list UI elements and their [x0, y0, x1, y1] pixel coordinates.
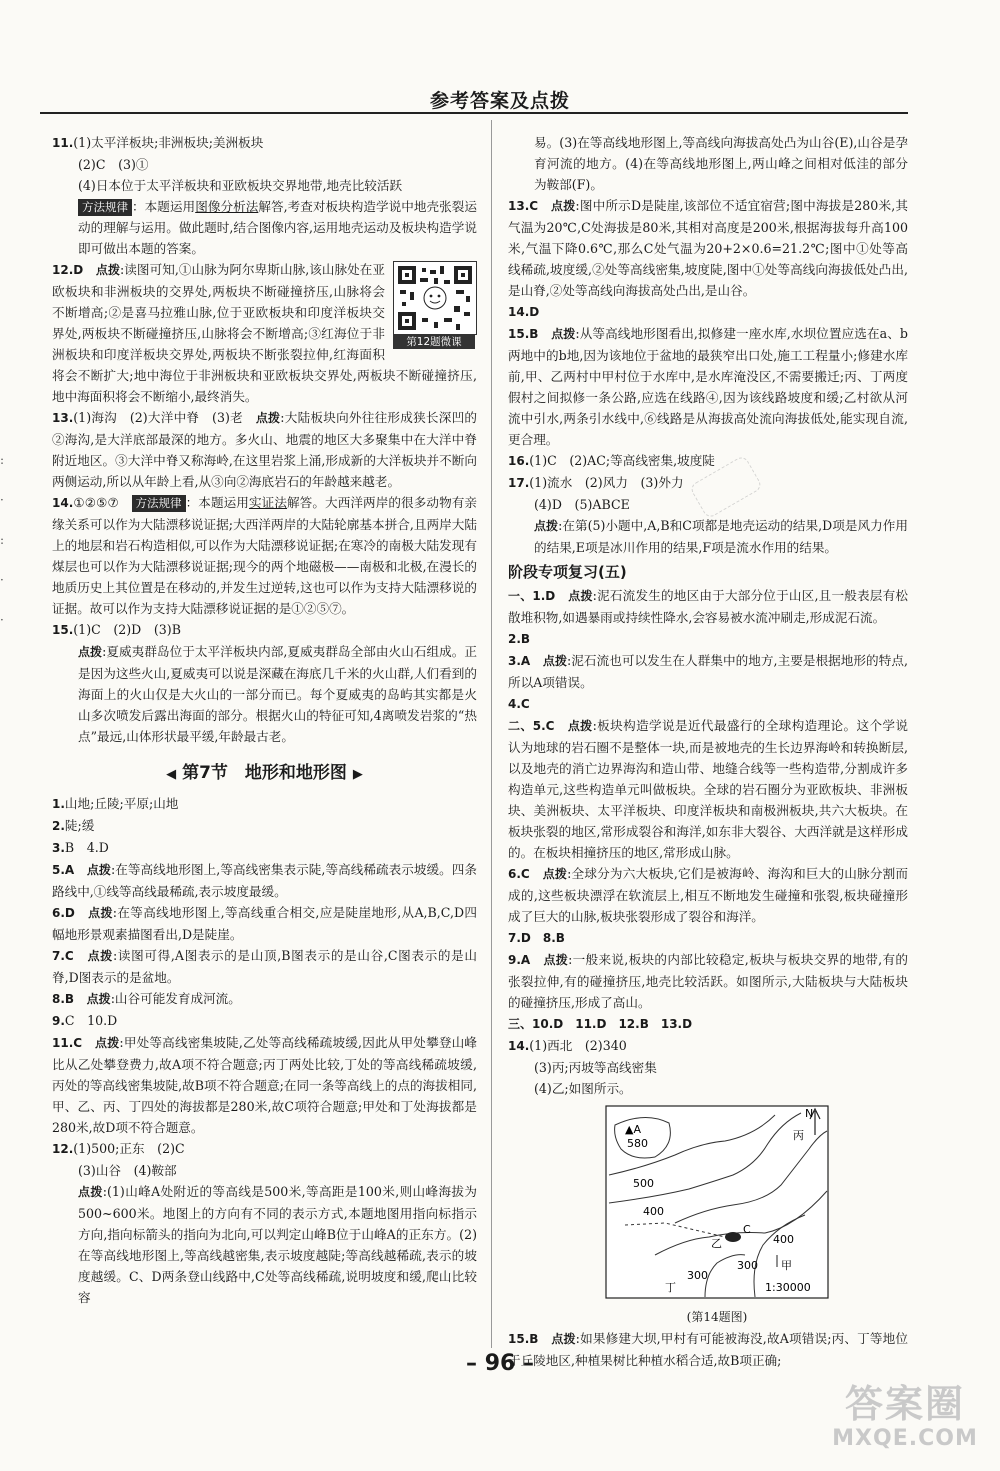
s7-answer-9: 9.C 10.D	[52, 1013, 118, 1028]
answer-13: 13.(1)海沟 (2)大洋中脊 (3)老 点拨:大陆板块向外往往形成狭长深凹的②海沟,是大洋底部最深的地方。多火山、地震的地区大多聚集中在大洋中脊附近地区。③大洋中脊又称海岭,在这里岩浆上涌,形成新的大洋板块并不断向两侧运动,所以从年龄上看,从③向②海底岩石的年龄越来越老。	[52, 410, 477, 489]
map-label-300-left: 300	[687, 1269, 708, 1282]
watermark-line2: MXQE.COM	[832, 1426, 978, 1451]
answer-15: 15.(1)C (2)D (3)B	[52, 622, 181, 637]
s7-answer-6: 6.D 点拨:在等高线地形图上,等高线重合相交,应是陡崖地形,从A,B,C,D四幅地形景观素描图看出,D是陡崖。	[52, 905, 478, 942]
method-tag: 方法规律	[78, 199, 132, 216]
review-answer-6: 6.C 点拨:全球分为六大板块,它们是被海岭、海沟和巨大的山脉分割而成的,这些板块漂浮在软流层上,相互不断地发生碰撞和张裂,板块碰撞形成了巨大的山脉,板块张裂形成了裂谷和海洋。	[508, 866, 908, 924]
method-tag: 方法规律	[132, 495, 186, 512]
review-answer-14: 14.(1)西北 (2)340	[508, 1038, 627, 1053]
review-answer-10: 三、10.D 11.D 12.B 13.D	[508, 1017, 693, 1031]
answer-11-line2: (2)C (3)①	[78, 157, 149, 172]
s7-answer-3: 3.B 4.D	[52, 840, 109, 855]
column-divider	[491, 120, 492, 1348]
left-arrow-icon: ◀	[166, 767, 177, 782]
s7-answer-12: 12.(1)500;正东 (2)C	[52, 1141, 185, 1156]
s7-answer-7: 7.C 点拨:读图可得,A图表示的是山顶,B图表示的是山谷,C图表示的是山脊,D图表示的是盆地。	[52, 948, 477, 985]
review-answer-14-line2: (3)丙;丙坡等高线密集	[534, 1060, 657, 1075]
s7-answer-12-line2: (3)山谷 (4)鞍部	[78, 1163, 177, 1178]
title-rule	[40, 112, 908, 114]
left-column	[52, 132, 477, 1308]
map-label-c: C	[743, 1223, 751, 1236]
answer-12-continued: 易。(3)在等高线地形图上,等高线向海拔高处凸为山谷(E),山谷是孕育河流的地方。(4)在等高线地形图上,两山峰之间相对低洼的部分为鞍部(F)。	[534, 135, 908, 192]
stage-review-heading: 阶段专项复习(五)	[508, 563, 627, 581]
answer-16: 16.(1)C (2)AC;等高线密集,坡度陡	[508, 453, 715, 468]
watermark-line1: 答案圈	[844, 1382, 965, 1426]
answer-14: 14.①②⑤⑦ 方法规律 ：本题运用实证法解答。大西洋两岸的很多动物有亲缘关系可以作为大陆漂移说证据;大西洋两岸的大陆轮廓基本拼合,且两岸大陆上的地层和岩石构造相似,可以作为大陆漂移说证据;在寒冷的南极大陆发现有煤层也可以作为大陆漂移说证据;现今的两个地磁极——南极和北极,在漫长的地质历史上其位置是在移动的,并发生过逆转,这也可以作为支持大陆漂移说的证据。故可以作为支持大陆漂移说证据的是①②⑤⑦。	[52, 495, 478, 616]
review-answer-14-line3: (4)乙;如图所示。	[534, 1081, 632, 1096]
answer-11-line3: (4)日本位于太平洋板块和亚欧板块交界地带,地壳比较活跃	[78, 178, 403, 193]
map-label-580: 580	[627, 1137, 648, 1150]
answer-15-tip: 点拨:夏威夷群岛位于太平洋板块内部,夏威夷群岛全部由火山石组成。正是因为这些火山,夏威夷可以说是深藏在海底几千米的火山群,人们看到的海面上的火山仅是大火山的一部分而已。每个夏威夷的岛屿其实都是火山多次喷发后露出海面的部分。根据火山的特征可知,4离喷发岩浆的“热点”最远,山体形状最平缓,年龄最古老。	[78, 644, 477, 744]
answer-17: 17.(1)流水 (2)风力 (3)外力	[508, 475, 684, 490]
map-label-500: 500	[633, 1177, 654, 1190]
review-answer-7: 7.D 8.B	[508, 931, 565, 945]
right-arrow-icon: ▶	[352, 767, 363, 782]
contour-map	[605, 1105, 829, 1299]
review-answer-9: 9.A 点拨:一般来说,板块的内部比较稳定,板块与板块交界的地带,有的张裂拉伸,有的碰撞挤压,地壳比较活跃。如图所示,大陆板块与大陆板块的碰撞挤压,形成了高山。	[508, 952, 908, 1010]
map-label-400-left: 400	[643, 1205, 664, 1218]
s7-answer-11: 11.C 点拨:甲处等高线密集坡陡,乙处等高线稀疏坡缓,因此从甲处攀登山峰比从乙处攀登费力,故A项不符合题意;丙丁两处比较,丁处的等高线稀疏坡缓,丙处的等高线密集坡陡,故B项不符合题意;在同一条等高线上的点的海拔相同,甲、乙、丙、丁四处的海拔都是280米,故C项符合题意;甲处和丁处海拔都是280米,故D项不符合题意。	[52, 1035, 478, 1135]
answer-15: 15.B 点拨:从等高线地形图看出,拟修建一座水库,水坝位置应选在a、b两地中的b地,因为该地位于盆地的最狭窄出口处,施工工程量小;修建水库前,甲、乙两村中甲村位于水库中,是水库淹没区,不需要搬迁;丙、丁两度假村之间拟修一条公路,应选在线路④,因为该线路坡度和缓;乙村欲从河流中引水,两条引水线中,⑥线路是从海拔高处流向海拔低处,能实现自流,更合理。	[508, 326, 908, 447]
answer-11-method: 方法规律 ：本题运用图像分析法解答,考查对板块构造学说中地壳张裂运动的理解与运用。做此题时,结合图像内容,运用地壳运动及板块构造学说即可做出本题的答案。	[78, 199, 478, 256]
s7-answer-8: 8.B 点拨:山谷可能发育成河流。	[52, 991, 241, 1006]
s7-answer-12-tip: 点拨:(1)山峰A处附近的等高线是500米,等高距是100米,则山峰海拔为500~600米。地图上的方向有不同的表示方式,本题地图用指向标指示方向,指向标箭头的指向为北向,可以判定山峰B位于山峰A的正东方。(2)在等高线地形图上,等高线越密集,表示坡度越陡;等高线越稀疏,表示的坡度越缓。C、D两条登山线路中,C处等高线稀疏,说明坡度和缓,爬山比较容	[78, 1184, 477, 1305]
map-label-jia: 甲	[781, 1259, 792, 1272]
map-label-400-right: 400	[773, 1233, 794, 1246]
right-column	[508, 132, 908, 1371]
review-answer-15: 15.B 点拨:如果修建大坝,甲村有可能被海没,故A项错误;丙、丁等地位于丘陵地区,种植果树比种植水稻合适,故B项正确;	[508, 1331, 908, 1368]
map-label-300-mid: 300	[737, 1259, 758, 1272]
map-label-bing: 丙	[793, 1129, 804, 1142]
qr-code[interactable]	[393, 261, 477, 349]
binding-margin-marks: : · : · ·	[0, 453, 5, 627]
answer-12: 12.D 点拨:读图可知,①山脉为阿尔卑斯山脉,该山脉处在亚欧板块和非洲板块的交界处,两板块不断碰撞挤压,山脉将会不断增高;②是喜马拉雅山脉,位于亚欧板块和印度洋板块交界处,两板块不断碰撞挤压,山脉将会不断增高;③红海位于非洲板块和印度洋板块交界处,两板块不断张裂拉伸,红海面积将会不断扩大;地中海位于非洲板块和亚欧板块交界处,两板块不断碰撞挤压,地中海面积将会不断缩小,最终消失。	[52, 262, 477, 404]
map-label-yi: 乙	[711, 1237, 722, 1250]
qr-pattern	[393, 261, 477, 335]
review-answer-4: 4.C	[508, 697, 530, 711]
review-answer-3: 3.A 点拨:泥石流也可以发生在人群集中的地方,主要是根据地形的特点,所以A项错误。	[508, 653, 908, 690]
s7-answer-2: 2.陡;缓	[52, 818, 95, 833]
answer-13: 13.C 点拨:图中所示D是陡崖,该部位不适宜宿营;图中海拔是280米,其气温为20℃,C处海拔是80米,其相对高度是200米,根据海拔每升高100米,气温下降0.6℃,那么C处气温为20+2×0.6=21.2℃;图中①处等高线稀疏,坡度缓,②处等高线密集,坡度陡,图中①处等高线向海拔低处凸出,是山脊,②处等高线向海拔高处凸出,是山谷。	[508, 198, 908, 298]
north-arrow-label: N	[805, 1107, 814, 1120]
qr-caption: 第12题微课	[393, 335, 475, 349]
s7-answer-5: 5.A 点拨:在等高线地形图上,等高线密集表示陡,等高线稀疏表示坡缓。四条路线中,①线等高线最稀疏,表示坡度最缓。	[52, 862, 477, 899]
review-answer-1: 一、1.D 点拨:泥石流发生的地区由于大部分位于山区,且一般表层有松散堆积物,如遇暴雨或持续性降水,会容易被水流冲刷走,形成泥石流。	[508, 588, 908, 625]
section-heading-7: ◀ 第7节 地形和地形图 ▶	[166, 763, 363, 783]
page-title: 参考答案及点拨	[429, 90, 570, 112]
map-label-ding: 丁	[665, 1281, 676, 1294]
answer-17-line2: (4)D (5)ABCE	[534, 497, 630, 512]
review-answer-5: 二、5.C 点拨:板块构造学说是近代最盛行的全球构造理论。这个学说认为地球的岩石圈不是整体一块,而是被地壳的生长边界海岭和转换断层,以及地壳的消亡边界海沟和造山带、地缝合线等一些构造带,分割成许多构造单元,这些构造单元叫做板块。全球的岩石圈分为亚欧板块、非洲板块、美洲板块、太平洋板块、印度洋板块和南极洲板块,共六大板块。在板块张裂的地区,常形成裂谷和海洋,如东非大裂谷、大西洋就是这样形成的。在板块相撞挤压的地区,常形成山脉。	[508, 718, 908, 860]
map-caption: (第14题图)	[686, 1310, 748, 1324]
review-answer-2: 2.B	[508, 632, 531, 646]
map-scale: 1:30000	[765, 1281, 811, 1294]
watermark	[820, 1382, 990, 1452]
answer-17-tip: 点拨:在第(5)小题中,A,B和C项都是地壳运动的结果,D项是风力作用的结果,E项是冰川作用的结果,F项是流水作用的结果。	[534, 518, 908, 555]
page-number: – 96 –	[466, 1351, 534, 1376]
s7-answer-1: 1.山地;丘陵;平原;山地	[52, 796, 179, 811]
answer-11: 11.(1)太平洋板块;非洲板块;美洲板块	[52, 135, 264, 150]
answer-14: 14.D	[508, 305, 540, 319]
map-label-a: ▲A	[625, 1123, 641, 1136]
contour-map-figure	[605, 1105, 829, 1328]
